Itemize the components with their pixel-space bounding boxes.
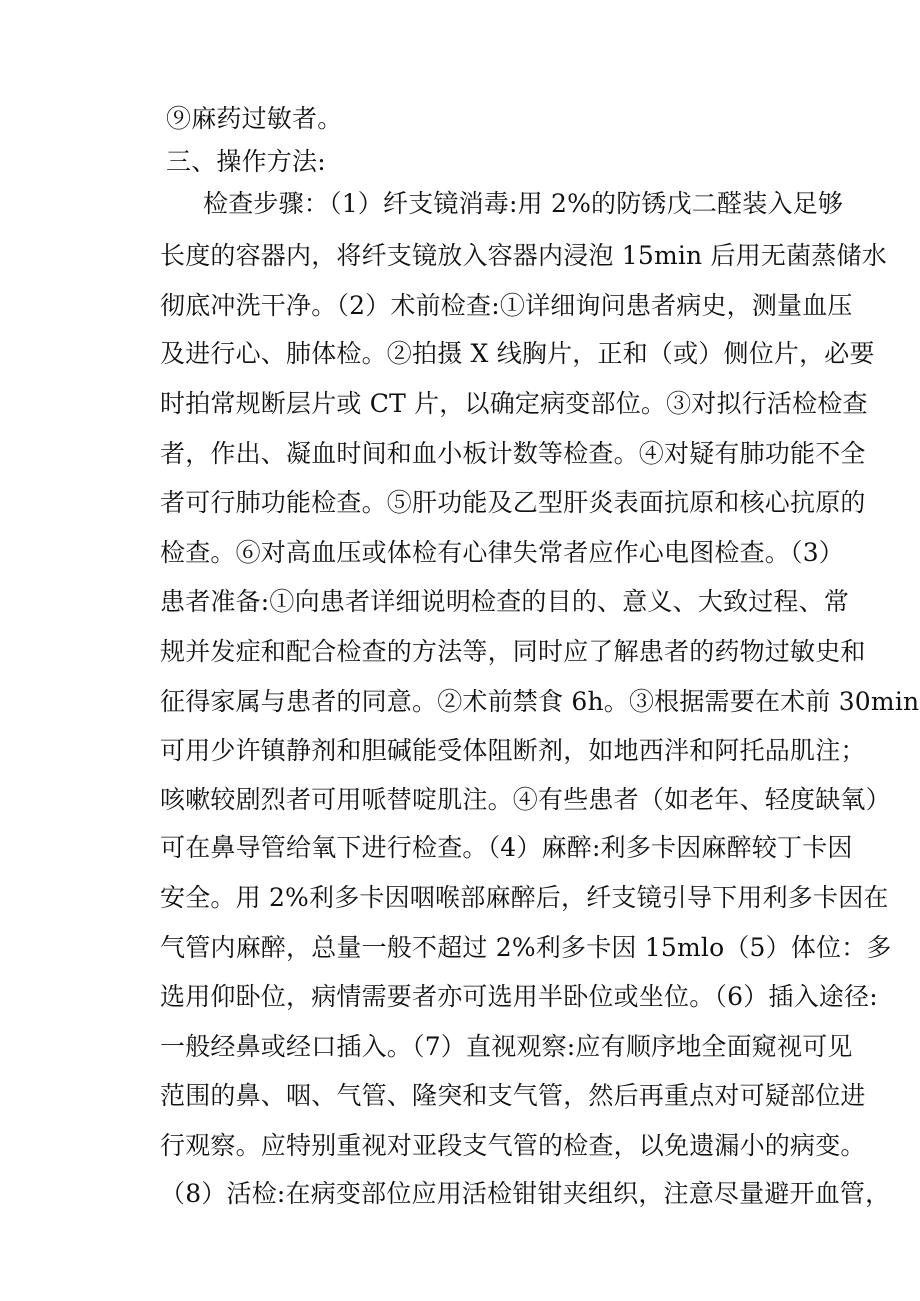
text-line: 选用仰卧位，病情需要者亦可选用半卧位或坐位。（6）插入途径:: [160, 982, 878, 1011]
text-line: 气管内麻醉，总量一般不超过 2%利多卡因 15mlo（5）体位：多: [160, 933, 892, 962]
text-line: 者可行肺功能检查。⑤肝功能及乙型肝炎表面抗原和核心抗原的: [160, 488, 866, 517]
text-line: 时拍常规断层片或 CT 片，以确定病变部位。③对拟行活检检查: [160, 389, 868, 418]
text-line: 规并发症和配合检查的方法等，同时应了解患者的药物过敏史和: [160, 637, 866, 666]
text-line: 长度的容器内，将纤支镜放入容器内浸泡 15min 后用无菌蒸储水: [160, 241, 887, 270]
text-line: （8）活检:在病变部位应用活检钳钳夹组织，注意尽量避开血管，: [160, 1179, 891, 1208]
text-line: 检查。⑥对高血压或体检有心律失常者应作心电图检查。（3）: [160, 538, 845, 567]
text-line: 范围的鼻、咽、气管、隆突和支气管，然后再重点对可疑部位进: [160, 1081, 866, 1110]
text-line: 患者准备:①向患者详细说明检查的目的、意义、大致过程、常: [160, 587, 850, 616]
text-line: 及进行心、肺体检。②拍摄 X 线胸片，正和（或）侧位片，必要: [160, 339, 875, 368]
text-line: 咳嗽较剧烈者可用哌替啶肌注。④有些患者（如老年、轻度缺氧）: [160, 785, 891, 814]
text-line: 行观察。应特别重视对亚段支气管的检查，以免遗漏小的病变。: [160, 1131, 866, 1160]
section-heading: 三、操作方法:: [166, 147, 326, 176]
text-line: 征得家属与患者的同意。②术前禁食 6h。③根据需要在术前 30min: [160, 687, 920, 716]
text-line: ⑨麻药过敏者。: [166, 104, 343, 133]
text-line: 可用少许镇静剂和胆碱能受体阻断剂，如地西泮和阿托品肌注；: [160, 736, 866, 765]
paragraph-first-line: 检查步骤：（1）纤支镜消毒:用 2%的防锈戊二醛装入足够: [203, 189, 844, 218]
text-line: 安全。用 2%利多卡因咽喉部麻醉后，纤支镜引导下用利多卡因在: [160, 883, 889, 912]
text-line: 彻底冲洗干净。（2）术前检查:①详细询问患者病史，测量血压: [160, 291, 853, 320]
text-line: 者，作出、凝血时间和血小板计数等检查。④对疑有肺功能不全: [160, 439, 866, 468]
text-line: 一般经鼻或经口插入。（7）直视观察:应有顺序地全面窥视可见: [160, 1032, 853, 1061]
text-line: 可在鼻导管给氧下进行检查。（4）麻醉:利多卡因麻醉较丁卡因: [160, 833, 853, 862]
